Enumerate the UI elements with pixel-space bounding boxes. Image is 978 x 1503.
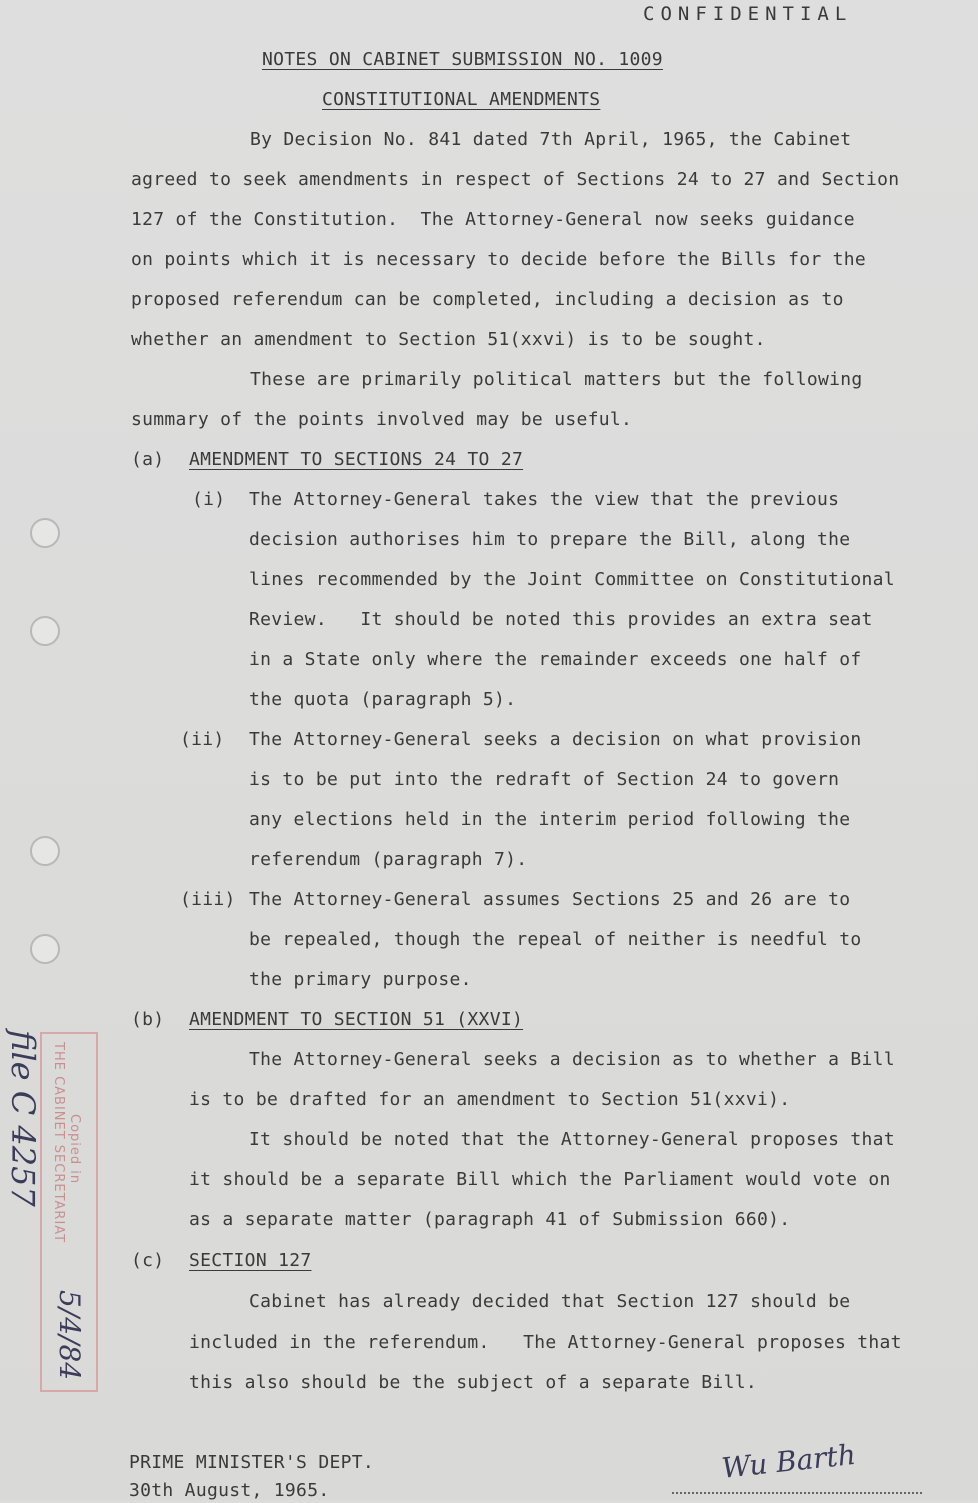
footer-date: 30th August, 1965. — [129, 1480, 330, 1501]
intro-line: on points which it is necessary to decide before the Bills for the — [131, 249, 867, 270]
section-b-line: it should be a separate Bill which the Parliament would vote on — [189, 1169, 891, 1190]
document-title: NOTES ON CABINET SUBMISSION NO. 1009 — [262, 49, 663, 70]
punch-hole — [30, 518, 60, 548]
item-i-line: the quota (paragraph 5). — [249, 689, 517, 710]
summary-line: summary of the points involved may be useful. — [131, 409, 633, 430]
section-a-marker: (a) — [131, 449, 165, 470]
intro-line: proposed referendum can be completed, including a decision as to — [131, 289, 844, 310]
section-c-marker: (c) — [131, 1250, 165, 1271]
section-b-marker: (b) — [131, 1009, 165, 1030]
section-c-line: included in the referendum. The Attorney-General proposes that — [189, 1332, 902, 1353]
stamp-line-2: THE CABINET SECRETARIAT — [51, 1042, 66, 1244]
intro-line: whether an amendment to Section 51(xxvi) is to be sought. — [131, 329, 766, 350]
punch-hole — [30, 616, 60, 646]
footer-department: PRIME MINISTER'S DEPT. — [129, 1452, 375, 1473]
section-b-line: It should be noted that the Attorney-General proposes that — [249, 1129, 895, 1150]
item-i-line: in a State only where the remainder exceeds one half of — [249, 649, 862, 670]
section-c-line: this also should be the subject of a separate Bill. — [189, 1372, 757, 1393]
punch-hole — [30, 934, 60, 964]
item-ii-line: is to be put into the redraft of Section 24 to govern — [249, 769, 840, 790]
item-ii-line: referendum (paragraph 7). — [249, 849, 528, 870]
item-iii-marker: (iii) — [180, 889, 236, 910]
signature: Wu Barth — [720, 1437, 858, 1485]
stamp-date-handwritten: 5/4/84 — [53, 1290, 86, 1381]
section-b-line: The Attorney-General seeks a decision as to whether a Bill — [249, 1049, 895, 1070]
item-ii-line: The Attorney-General seeks a decision on what provision — [249, 729, 862, 750]
signature-line — [672, 1492, 922, 1494]
file-reference-handwritten: file C 4257 — [4, 1030, 42, 1207]
item-iii-line: be repealed, though the repeal of neither is needful to — [249, 929, 862, 950]
intro-line: 127 of the Constitution. The Attorney-General now seeks guidance — [131, 209, 855, 230]
summary-line: These are primarily political matters but the following — [250, 369, 863, 390]
item-ii-marker: (ii) — [180, 729, 225, 750]
intro-line: agreed to seek amendments in respect of Sections 24 to 27 and Section — [131, 169, 900, 190]
item-iii-line: the primary purpose. — [249, 969, 472, 990]
section-b-line: is to be drafted for an amendment to Section 51(xxvi). — [189, 1089, 791, 1110]
stamp-line-1: Copied in — [67, 1114, 82, 1185]
intro-line: By Decision No. 841 dated 7th April, 1965, the Cabinet — [250, 129, 852, 150]
section-b-line: as a separate matter (paragraph 41 of Submission 660). — [189, 1209, 791, 1230]
item-i-line: The Attorney-General takes the view that the previous — [249, 489, 840, 510]
item-i-line: lines recommended by the Joint Committee on Constitutional — [249, 569, 895, 590]
item-iii-line: The Attorney-General assumes Sections 25 and 26 are to — [249, 889, 851, 910]
punch-hole — [30, 836, 60, 866]
classification-label: CONFIDENTIAL — [643, 3, 853, 25]
section-c-line: Cabinet has already decided that Section 127 should be — [249, 1291, 851, 1312]
item-ii-line: any elections held in the interim period following the — [249, 809, 851, 830]
item-i-line: Review. It should be noted this provides an extra seat — [249, 609, 873, 630]
section-a-heading: AMENDMENT TO SECTIONS 24 TO 27 — [189, 449, 524, 470]
section-b-heading: AMENDMENT TO SECTION 51 (XXVI) — [189, 1009, 524, 1030]
section-c-heading: SECTION 127 — [189, 1250, 312, 1271]
document-subtitle: CONSTITUTIONAL AMENDMENTS — [322, 89, 601, 110]
item-i-marker: (i) — [192, 489, 226, 510]
item-i-line: decision authorises him to prepare the Bill, along the — [249, 529, 851, 550]
